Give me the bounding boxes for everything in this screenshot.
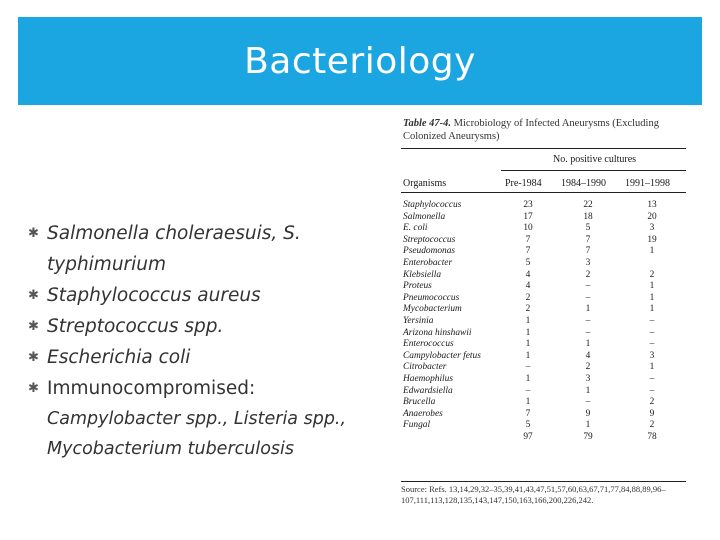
table-cell-pre1984: 4 [525, 281, 531, 292]
bullet-text: Staphylococcus aureus [47, 285, 261, 306]
table-cell-1991-1998: – [649, 385, 655, 396]
table-cell-organism: Campylobacter fetus [403, 350, 481, 361]
table-group-header: No. positive cultures [553, 154, 637, 165]
table-row [401, 258, 686, 270]
table-cell-organism: Pseudomonas [403, 246, 456, 257]
table-cell-1984-1990: 18 [583, 211, 593, 222]
bullet-marker-icon: ✱ [28, 381, 39, 396]
table-cell-1991-1998: 78 [647, 431, 657, 442]
table-cell-pre1984: 97 [523, 431, 533, 442]
table-cell-1984-1990: 4 [585, 350, 591, 361]
bullet-marker-icon: ✱ [28, 226, 39, 241]
table-cell-organism: Proteus [403, 281, 432, 292]
bullet-text: Streptococcus spp. [47, 316, 224, 337]
table-cell-1984-1990: 2 [585, 362, 591, 373]
table-cell-1984-1990: 1 [585, 420, 591, 431]
table-cell-1991-1998: 3 [649, 223, 655, 234]
table-cell-1984-1990: 3 [585, 373, 591, 384]
table-cell-1984-1990: 5 [585, 223, 591, 234]
table-cell-1991-1998: – [649, 339, 655, 350]
table-cell-1984-1990: 7 [585, 234, 591, 245]
table-cell-pre1984: – [525, 385, 531, 396]
table-cell-1984-1990: 1 [585, 339, 591, 350]
table-cell-pre1984: 23 [523, 200, 533, 210]
table-cell-pre1984: 1 [525, 327, 531, 338]
table-row [401, 212, 686, 224]
table-cell-organism: Fungal [403, 420, 431, 431]
table-cell-organism: Citrobacter [403, 362, 447, 373]
table-cell-1991-1998: 9 [649, 408, 655, 419]
table-cell-pre1984: 1 [525, 339, 531, 350]
table-cell-organism: Edwardsiella [403, 385, 453, 396]
table-row [401, 281, 686, 293]
table-cell-organism: Enterobacter [403, 257, 453, 268]
table-cell-pre1984: 5 [525, 420, 531, 431]
table-cell-1984-1990: – [585, 292, 591, 303]
bullet-item [28, 280, 368, 311]
table-caption-label: Table 47-4. [403, 118, 452, 129]
table-row [401, 293, 686, 305]
table-cell-1991-1998: – [649, 315, 655, 326]
table-cell-1984-1990: 9 [585, 408, 591, 419]
table-cell-organism: Salmonella [403, 211, 446, 222]
table-cell-1991-1998: 1 [649, 292, 655, 303]
table-cell-1984-1990: 22 [583, 200, 593, 210]
table-cell-1984-1990: – [585, 327, 591, 338]
table-rule [401, 481, 686, 482]
bullet-marker-icon: ✱ [28, 350, 39, 365]
microbiology-table [393, 112, 688, 512]
table-row [401, 397, 686, 409]
table-cell-1991-1998: 1 [649, 246, 655, 257]
table-cell-1991-1998: – [649, 373, 655, 384]
table-cell-pre1984: 2 [525, 304, 531, 315]
table-cell-organism: Streptococcus [403, 234, 456, 245]
bullet-text: Escherichia coli [47, 347, 191, 368]
table-cell-1984-1990: 2 [585, 269, 591, 280]
table-cell-organism: Enterococcus [403, 339, 454, 350]
table-cell-pre1984: 7 [525, 408, 531, 419]
table-cell-pre1984: 7 [525, 234, 531, 245]
table-caption [403, 117, 688, 143]
table-row [401, 328, 686, 340]
table-cell-pre1984: 5 [525, 257, 531, 268]
slide-title: Bacteriology [244, 40, 476, 82]
bullet-text: Immunocompromised: [47, 378, 256, 399]
table-cell-1984-1990: 1 [585, 304, 591, 315]
table-cell-pre1984: 10 [523, 223, 533, 234]
table-cell-1991-1998: 19 [647, 234, 657, 245]
bullet-item [28, 311, 368, 342]
table-cell-organism: Haemophilus [403, 373, 453, 384]
table-row [401, 316, 686, 328]
table-cell-pre1984: 1 [525, 373, 531, 384]
table-cell-pre1984: 4 [525, 269, 531, 280]
table-row [401, 386, 686, 398]
table-col-1991-1998: 1991–1998 [625, 178, 670, 189]
table-cell-pre1984: – [525, 362, 531, 373]
table-col-organisms: Organisms [403, 178, 447, 189]
bullet-marker-icon: ✱ [28, 288, 39, 303]
table-row [401, 374, 686, 386]
table-cell-organism: Pneumococcus [403, 292, 460, 303]
table-row [401, 362, 686, 374]
table-cell-pre1984: 7 [525, 246, 531, 257]
table-cell-1991-1998: 2 [649, 397, 655, 408]
bullet-subtext: Campylobacter spp., Listeria spp., Mycobacterium tuberculosis [47, 409, 347, 459]
table-cell-1991-1998: 3 [649, 350, 655, 361]
table-cell-pre1984: 17 [523, 211, 533, 222]
table-cell-1991-1998: 20 [647, 211, 657, 222]
table-row [401, 200, 686, 212]
table-cell-organism: Staphylococcus [403, 200, 462, 210]
table-cell-1991-1998: 2 [649, 420, 655, 431]
table-row [401, 246, 686, 258]
table-cell-pre1984: 1 [525, 350, 531, 361]
table-rule [501, 170, 686, 171]
table-cell-pre1984: 1 [525, 397, 531, 408]
table-cell-organism: Yersinia [403, 315, 434, 326]
table-cell-1984-1990: – [585, 281, 591, 292]
table-caption-title: Microbiology of Infected Aneurysms (Excluding Colonized Aneurysms) [403, 118, 659, 142]
table-cell-pre1984: 1 [525, 315, 531, 326]
table-col-pre1984: Pre-1984 [505, 178, 542, 189]
table-cell-1991-1998: 1 [649, 304, 655, 315]
bullet-text: Salmonella choleraesuis, S. typhimurium [47, 223, 301, 275]
table-cell-organism: Mycobacterium [403, 304, 462, 315]
table-cell-organism: E. coli [403, 223, 428, 234]
table-col-1984-1990: 1984–1990 [561, 178, 606, 189]
table-cell-1991-1998: 1 [649, 281, 655, 292]
bullet-item [28, 342, 368, 373]
table-source: Source: Refs. 13,14,29,32–35,39,41,43,47,51,57,60,63,67,71,77,84,88,89,96–107,111,113,128,135,143,147,150,163,166,200,226,242. [401, 484, 666, 505]
bullet-list [28, 218, 368, 464]
bullet-marker-icon: ✱ [28, 319, 39, 334]
table-row [401, 304, 686, 316]
table-cell-1984-1990: 3 [585, 257, 591, 268]
table-cell-organism: Klebsiella [403, 269, 442, 280]
table-row [401, 351, 686, 363]
table-cell-1984-1990: 79 [583, 431, 593, 442]
table-cell-1984-1990: – [585, 397, 591, 408]
table-cell-1991-1998: 13 [647, 200, 657, 210]
table-cell-1984-1990: – [585, 315, 591, 326]
table-row [401, 235, 686, 247]
table-body [401, 200, 686, 443]
bullet-item [28, 373, 368, 464]
table-cell-1991-1998: – [649, 327, 655, 338]
table-cell-pre1984: 2 [525, 292, 531, 303]
table-row [401, 432, 686, 444]
table-cell-1984-1990: 7 [585, 246, 591, 257]
table-rule [401, 148, 686, 149]
table-row [401, 223, 686, 235]
table-row [401, 409, 686, 421]
table-row [401, 339, 686, 351]
table-cell-1991-1998: 2 [649, 269, 655, 280]
table-row [401, 270, 686, 282]
table-cell-organism: Arizona hinshawii [403, 327, 472, 338]
bullet-item [28, 218, 368, 280]
table-row [401, 420, 686, 432]
table-rule [401, 192, 686, 193]
table-cell-organism: Anaerobes [403, 408, 443, 419]
table-cell-organism: Brucella [403, 397, 436, 408]
table-cell-1991-1998: 1 [649, 362, 655, 373]
table-cell-1984-1990: 1 [585, 385, 591, 396]
